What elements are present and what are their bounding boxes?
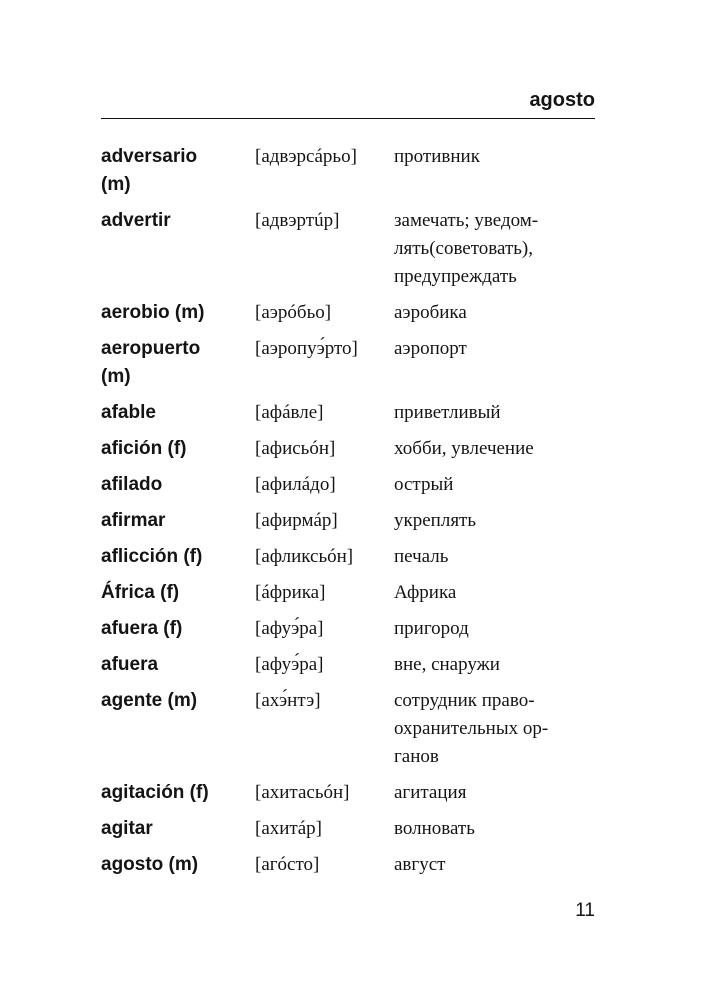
russian-translation [394, 399, 594, 427]
translation-line: замечать; уведом- [394, 210, 539, 231]
transcription: [афирмáр] [255, 510, 338, 531]
dictionary-entry [101, 299, 601, 327]
translation-line: агитация [394, 782, 467, 803]
spanish-headword [101, 615, 255, 643]
dictionary-entry [101, 779, 601, 807]
headword-line: afuera (f) [101, 618, 183, 639]
dictionary-entry [101, 687, 601, 771]
header-word: agosto [529, 89, 595, 111]
translation-line: острый [394, 474, 454, 495]
dictionary-entry [101, 815, 601, 843]
dictionary-entry [101, 435, 601, 463]
headword-line: África (f) [101, 582, 180, 603]
headword-line: (m) [101, 174, 131, 195]
transcription: [аэропуэ́рто] [255, 338, 358, 359]
dictionary-entry [101, 471, 601, 499]
spanish-headword [101, 579, 255, 607]
translation-line: Африка [394, 582, 457, 603]
transcription: [аэрóбьо] [255, 302, 332, 323]
translation-line: охранительных ор- [394, 718, 549, 739]
transcription: [агóсто] [255, 854, 320, 875]
russian-translation [394, 851, 594, 879]
headword-line: afilado [101, 474, 163, 495]
headword-line: afirmar [101, 510, 166, 531]
translation-line: приветливый [394, 402, 501, 423]
russian-translation [394, 579, 594, 607]
transcription: [афуэ́ра] [255, 654, 324, 675]
headword-line: aflicción (f) [101, 546, 203, 567]
spanish-headword [101, 435, 255, 463]
russian-translation [394, 615, 594, 643]
russian-translation [394, 815, 594, 843]
entry-list [101, 143, 601, 879]
transcription: [адвэртúр] [255, 210, 340, 231]
translation-line: ганов [394, 746, 439, 767]
russian-translation [394, 299, 594, 327]
headword-line: afable [101, 402, 156, 423]
translation-line: укреплять [394, 510, 477, 531]
translation-line: сотрудник право- [394, 690, 535, 711]
russian-translation [394, 651, 594, 679]
spanish-headword [101, 851, 255, 879]
transcription: [ахитасьóн] [255, 782, 350, 803]
transcription: [áфрика] [255, 582, 326, 603]
running-header [101, 86, 595, 119]
translation-line: волновать [394, 818, 475, 839]
translation-line: вне, снаружи [394, 654, 500, 675]
russian-translation [394, 471, 594, 499]
headword-line: (m) [101, 366, 131, 387]
headword-line: adversario [101, 146, 198, 167]
headword-line: agitación (f) [101, 782, 209, 803]
spanish-headword [101, 651, 255, 679]
translation-line: печаль [394, 546, 449, 567]
headword-line: aerobio (m) [101, 302, 205, 323]
dictionary-entry [101, 651, 601, 679]
translation-line: предупреждать [394, 266, 517, 287]
headword-line: afuera [101, 654, 159, 675]
dictionary-entry [101, 543, 601, 571]
translation-line: аэропорт [394, 338, 467, 359]
russian-translation [394, 779, 594, 807]
dictionary-entry [101, 507, 601, 535]
transcription: [адвэрсáрьо] [255, 146, 357, 167]
spanish-headword [101, 507, 255, 535]
dictionary-entry [101, 143, 601, 199]
spanish-headword [101, 687, 255, 715]
spanish-headword [101, 299, 255, 327]
translation-line: август [394, 854, 446, 875]
translation-line: противник [394, 146, 480, 167]
russian-translation [394, 207, 594, 291]
translation-line: хобби, увлечение [394, 438, 534, 459]
headword-line: agitar [101, 818, 153, 839]
translation-line: пригород [394, 618, 469, 639]
translation-line: аэробика [394, 302, 467, 323]
headword-line: afición (f) [101, 438, 187, 459]
page-number: 11 [575, 900, 595, 921]
dictionary-entry [101, 851, 601, 879]
russian-translation [394, 335, 594, 363]
spanish-headword [101, 779, 255, 807]
dictionary-entry [101, 615, 601, 643]
translation-line: лять(советовать), [394, 238, 534, 259]
transcription: [афликсьóн] [255, 546, 354, 567]
spanish-headword [101, 815, 255, 843]
transcription: [ахэ́нтэ] [255, 690, 321, 711]
transcription: [афилáдо] [255, 474, 336, 495]
russian-translation [394, 507, 594, 535]
headword-line: aeropuerto [101, 338, 201, 359]
headword-line: advertir [101, 210, 171, 231]
spanish-headword [101, 143, 255, 199]
russian-translation [394, 687, 594, 771]
spanish-headword [101, 335, 255, 391]
russian-translation [394, 143, 594, 171]
headword-line: agente (m) [101, 690, 198, 711]
dictionary-entry [101, 207, 601, 291]
transcription: [афисьóн] [255, 438, 336, 459]
transcription: [афáвле] [255, 402, 324, 423]
dictionary-entry [101, 399, 601, 427]
dictionary-entry [101, 579, 601, 607]
headword-line: agosto (m) [101, 854, 199, 875]
russian-translation [394, 543, 594, 571]
transcription: [ахитáр] [255, 818, 322, 839]
spanish-headword [101, 399, 255, 427]
spanish-headword [101, 471, 255, 499]
russian-translation [394, 435, 594, 463]
dictionary-entry [101, 335, 601, 391]
spanish-headword [101, 207, 255, 235]
spanish-headword [101, 543, 255, 571]
transcription: [афуэ́ра] [255, 618, 324, 639]
